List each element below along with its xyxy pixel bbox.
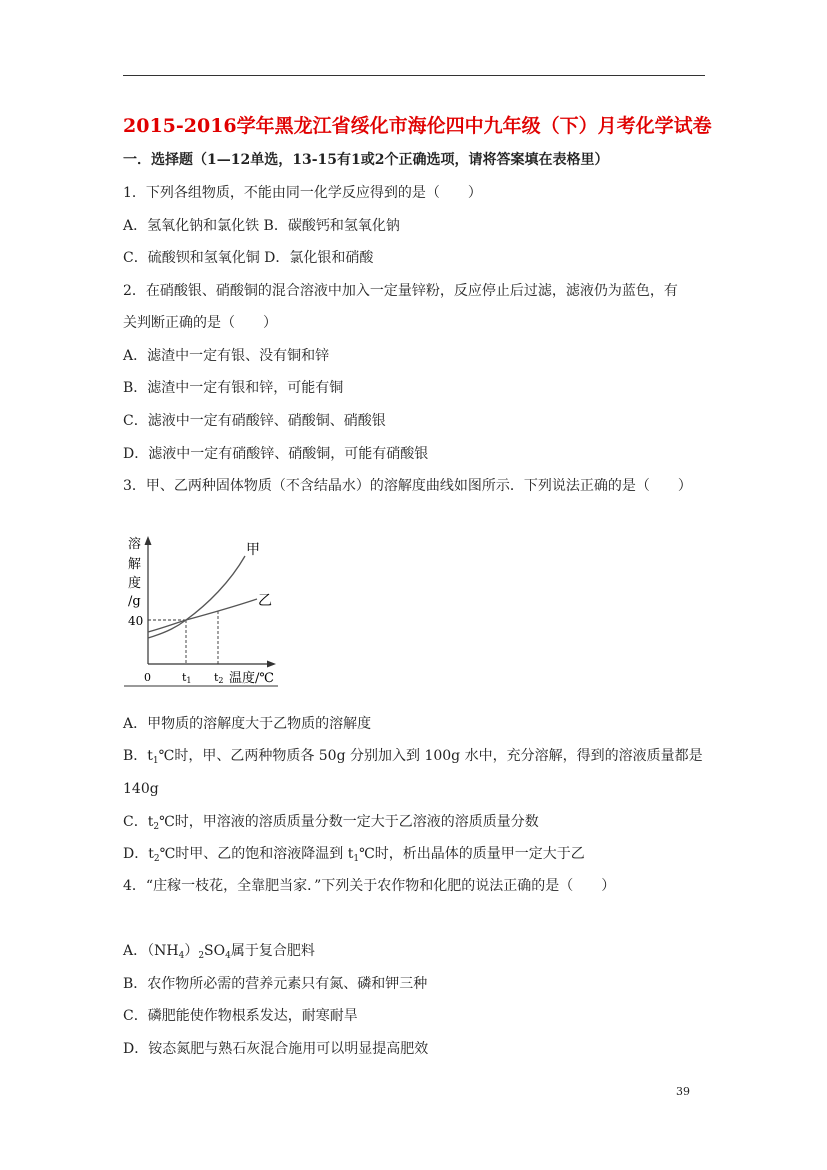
question-2-stem-line2: 关判断正确的是（ ） xyxy=(123,315,277,331)
origin-label: 0 xyxy=(144,671,151,684)
section-heading: 一．选择题（1—12单选，13-15有1或2个正确选项，请将答案填在表格里） xyxy=(123,152,609,168)
y-axis-arrow xyxy=(145,536,152,545)
question-2-option-b: B．滤渣中一定有银和锌，可能有铜 xyxy=(123,380,344,396)
y-axis-label-4: /g xyxy=(128,594,141,609)
question-1-stem: 1．下列各组物质，不能由同一化学反应得到的是（ ） xyxy=(123,185,482,201)
y-axis-label-2: 解 xyxy=(128,557,142,572)
question-1-options-ab: A．氢氧化钠和氯化铁 B．碳酸钙和氢氧化钠 xyxy=(123,218,400,234)
page-number: 39 xyxy=(676,1085,690,1098)
question-2-stem-line1: 2．在硝酸银、硝酸铜的混合溶液中加入一定量锌粉，反应停止后过滤，滤液仍为蓝色，有 xyxy=(123,283,678,299)
header-rule xyxy=(123,75,705,76)
question-3-option-a: A．甲物质的溶解度大于乙物质的溶解度 xyxy=(123,716,372,732)
question-3-option-c: C．$t_2℃$时，甲溶液的溶质质量分数一定大于乙溶液的溶质质量分数 xyxy=(123,814,539,832)
x-tick-t2: t2 xyxy=(214,671,224,685)
page-title: 2015-2016学年黑龙江省绥化市海伦四中九年级（下）月考化学试卷 xyxy=(123,115,712,137)
solubility-curve-figure xyxy=(118,528,283,690)
x-axis-label: 温度/℃ xyxy=(229,671,274,686)
question-3-option-b: B．$t_1℃$时，甲、乙两种物质各 50g 分别加入到 100g 水中，充分溶解，得到的溶液质量都是 xyxy=(123,748,703,766)
x-axis-arrow xyxy=(267,661,276,668)
question-4-option-d: D．铵态氮肥与熟石灰混合施用可以明显提高肥效 xyxy=(123,1041,429,1057)
question-3-option-b-continued: 140g xyxy=(123,781,159,797)
question-3-option-d: D．$t_2℃$时甲、乙的饱和溶液降温到 $t_1℃$时，析出晶体的质量甲一定大于乙 xyxy=(123,846,585,864)
curve-label-yi: 乙 xyxy=(258,593,272,609)
curve-yi xyxy=(148,599,257,632)
question-1-options-cd: C．硫酸钡和氢氧化铜 D．氯化银和硝酸 xyxy=(123,250,374,266)
question-4-option-b: B．农作物所必需的营养元素只有氮、磷和钾三种 xyxy=(123,976,428,992)
question-4-stem: 4．“庄稼一枝花，全靠肥当家．”下列关于农作物和化肥的说法正确的是（ ） xyxy=(123,878,616,894)
question-2-option-c: C．滤液中一定有硝酸锌、硝酸铜、硝酸银 xyxy=(123,413,386,429)
question-2-option-a: A．滤渣中一定有银、没有铜和锌 xyxy=(123,348,330,364)
question-4-option-c: C．磷肥能使作物根系发达，耐寒耐旱 xyxy=(123,1008,358,1024)
y-tick-label: 40 xyxy=(128,614,144,628)
x-tick-t1: t1 xyxy=(182,671,192,685)
question-4-option-a: A．$(NH_4)_2SO_4$属于复合肥料 xyxy=(123,943,315,961)
curve-jia xyxy=(148,556,245,638)
question-3-stem: 3．甲、乙两种固体物质（不含结晶水）的溶解度曲线如图所示．下列说法正确的是（ ） xyxy=(123,478,692,494)
y-axis-label-1: 溶 xyxy=(128,537,142,552)
question-2-option-d: D．滤液中一定有硝酸锌、硝酸铜，可能有硝酸银 xyxy=(123,446,429,462)
y-axis-label-3: 度 xyxy=(128,576,142,591)
curve-label-jia: 甲 xyxy=(246,542,260,558)
